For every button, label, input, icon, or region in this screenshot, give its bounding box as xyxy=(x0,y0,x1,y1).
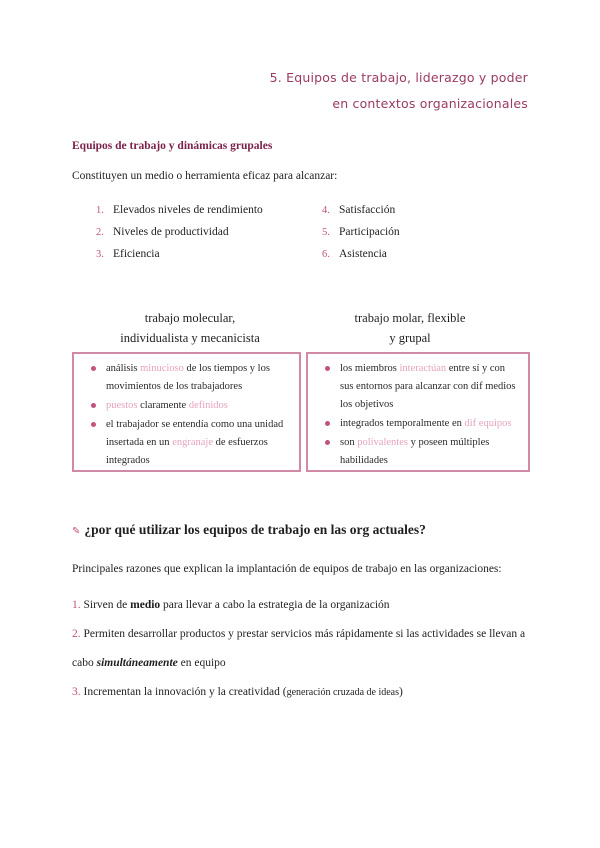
list-text: Niveles de productividad xyxy=(113,226,229,238)
list-number: 2. xyxy=(96,227,104,238)
list-text: Participación xyxy=(339,226,400,238)
list-text: Eficiencia xyxy=(113,248,160,260)
left-heading-line-1: trabajo molecular, xyxy=(144,311,236,325)
reason-1: 1. Sirven de medio para llevar a cabo la estrategia de la organización xyxy=(72,599,390,611)
pencil-icon: ✎ xyxy=(72,526,81,537)
list-number: 3. xyxy=(96,249,104,260)
molecular-work-box xyxy=(72,352,301,472)
list-item: los miembros interactúan entre sí y con sus entornos para alcanzar con dif medios los objetivos xyxy=(322,360,518,414)
list-item: análisis minucioso de los tiempos y los movimientos de los trabajadores xyxy=(88,360,289,396)
objectives-list-left xyxy=(96,199,263,265)
list-item xyxy=(322,221,400,243)
chapter-title-line-2: en contextos organizacionales xyxy=(332,96,528,111)
list-item: el trabajador se entendía como una unidad insertada en un engranaje de esfuerzos integrados xyxy=(88,416,289,470)
reason-3: 3. Incrementan la innovación y la creatividad (generación cruzada de ideas) xyxy=(72,686,403,698)
right-heading-line-2: y grupal xyxy=(389,331,431,345)
objectives-list-right xyxy=(322,199,400,265)
list-number: 4. xyxy=(322,205,330,216)
list-number: 6. xyxy=(322,249,330,260)
question-text: ¿por qué utilizar los equipos de trabajo en las org actuales? xyxy=(84,522,426,537)
list-item: son polivalentes y poseen múltiples habilidades xyxy=(322,434,518,470)
left-heading-line-2: individualista y mecanicista xyxy=(120,331,260,345)
reason-2: 2. Permiten desarrollar productos y prestar servicios más rápidamente si las actividades se llevan a xyxy=(72,628,526,640)
list-number: 1. xyxy=(96,205,104,216)
list-item xyxy=(96,199,263,221)
list-number: 5. xyxy=(322,227,330,238)
right-heading-line-1: trabajo molar, flexible xyxy=(354,311,466,325)
list-item xyxy=(96,221,263,243)
section-title: Equipos de trabajo y dinámicas grupales xyxy=(72,140,273,152)
list-item: puestos claramente definidos xyxy=(88,397,289,415)
reason-2-continuation: cabo simultáneamente en equipo xyxy=(72,657,226,669)
question-heading xyxy=(72,522,426,538)
list-item xyxy=(322,199,400,221)
right-column-heading xyxy=(310,308,510,348)
section-intro: Constituyen un medio o herramienta eficaz para alcanzar: xyxy=(72,170,338,182)
list-text: Elevados niveles de rendimiento xyxy=(113,204,263,216)
left-column-heading xyxy=(90,308,290,348)
molar-work-box xyxy=(306,352,530,472)
list-text: Satisfacción xyxy=(339,204,396,216)
molar-work-list xyxy=(322,360,518,470)
molecular-work-list xyxy=(88,360,289,470)
list-item xyxy=(96,243,263,265)
list-item: integrados temporalmente en dif equipos xyxy=(322,415,518,433)
list-text: Asistencia xyxy=(339,248,387,260)
chapter-title-line-1: 5. Equipos de trabajo, liderazgo y poder xyxy=(269,70,528,85)
reasons-intro: Principales razones que explican la implantación de equipos de trabajo en las organizaciones: xyxy=(72,563,502,575)
list-item xyxy=(322,243,400,265)
